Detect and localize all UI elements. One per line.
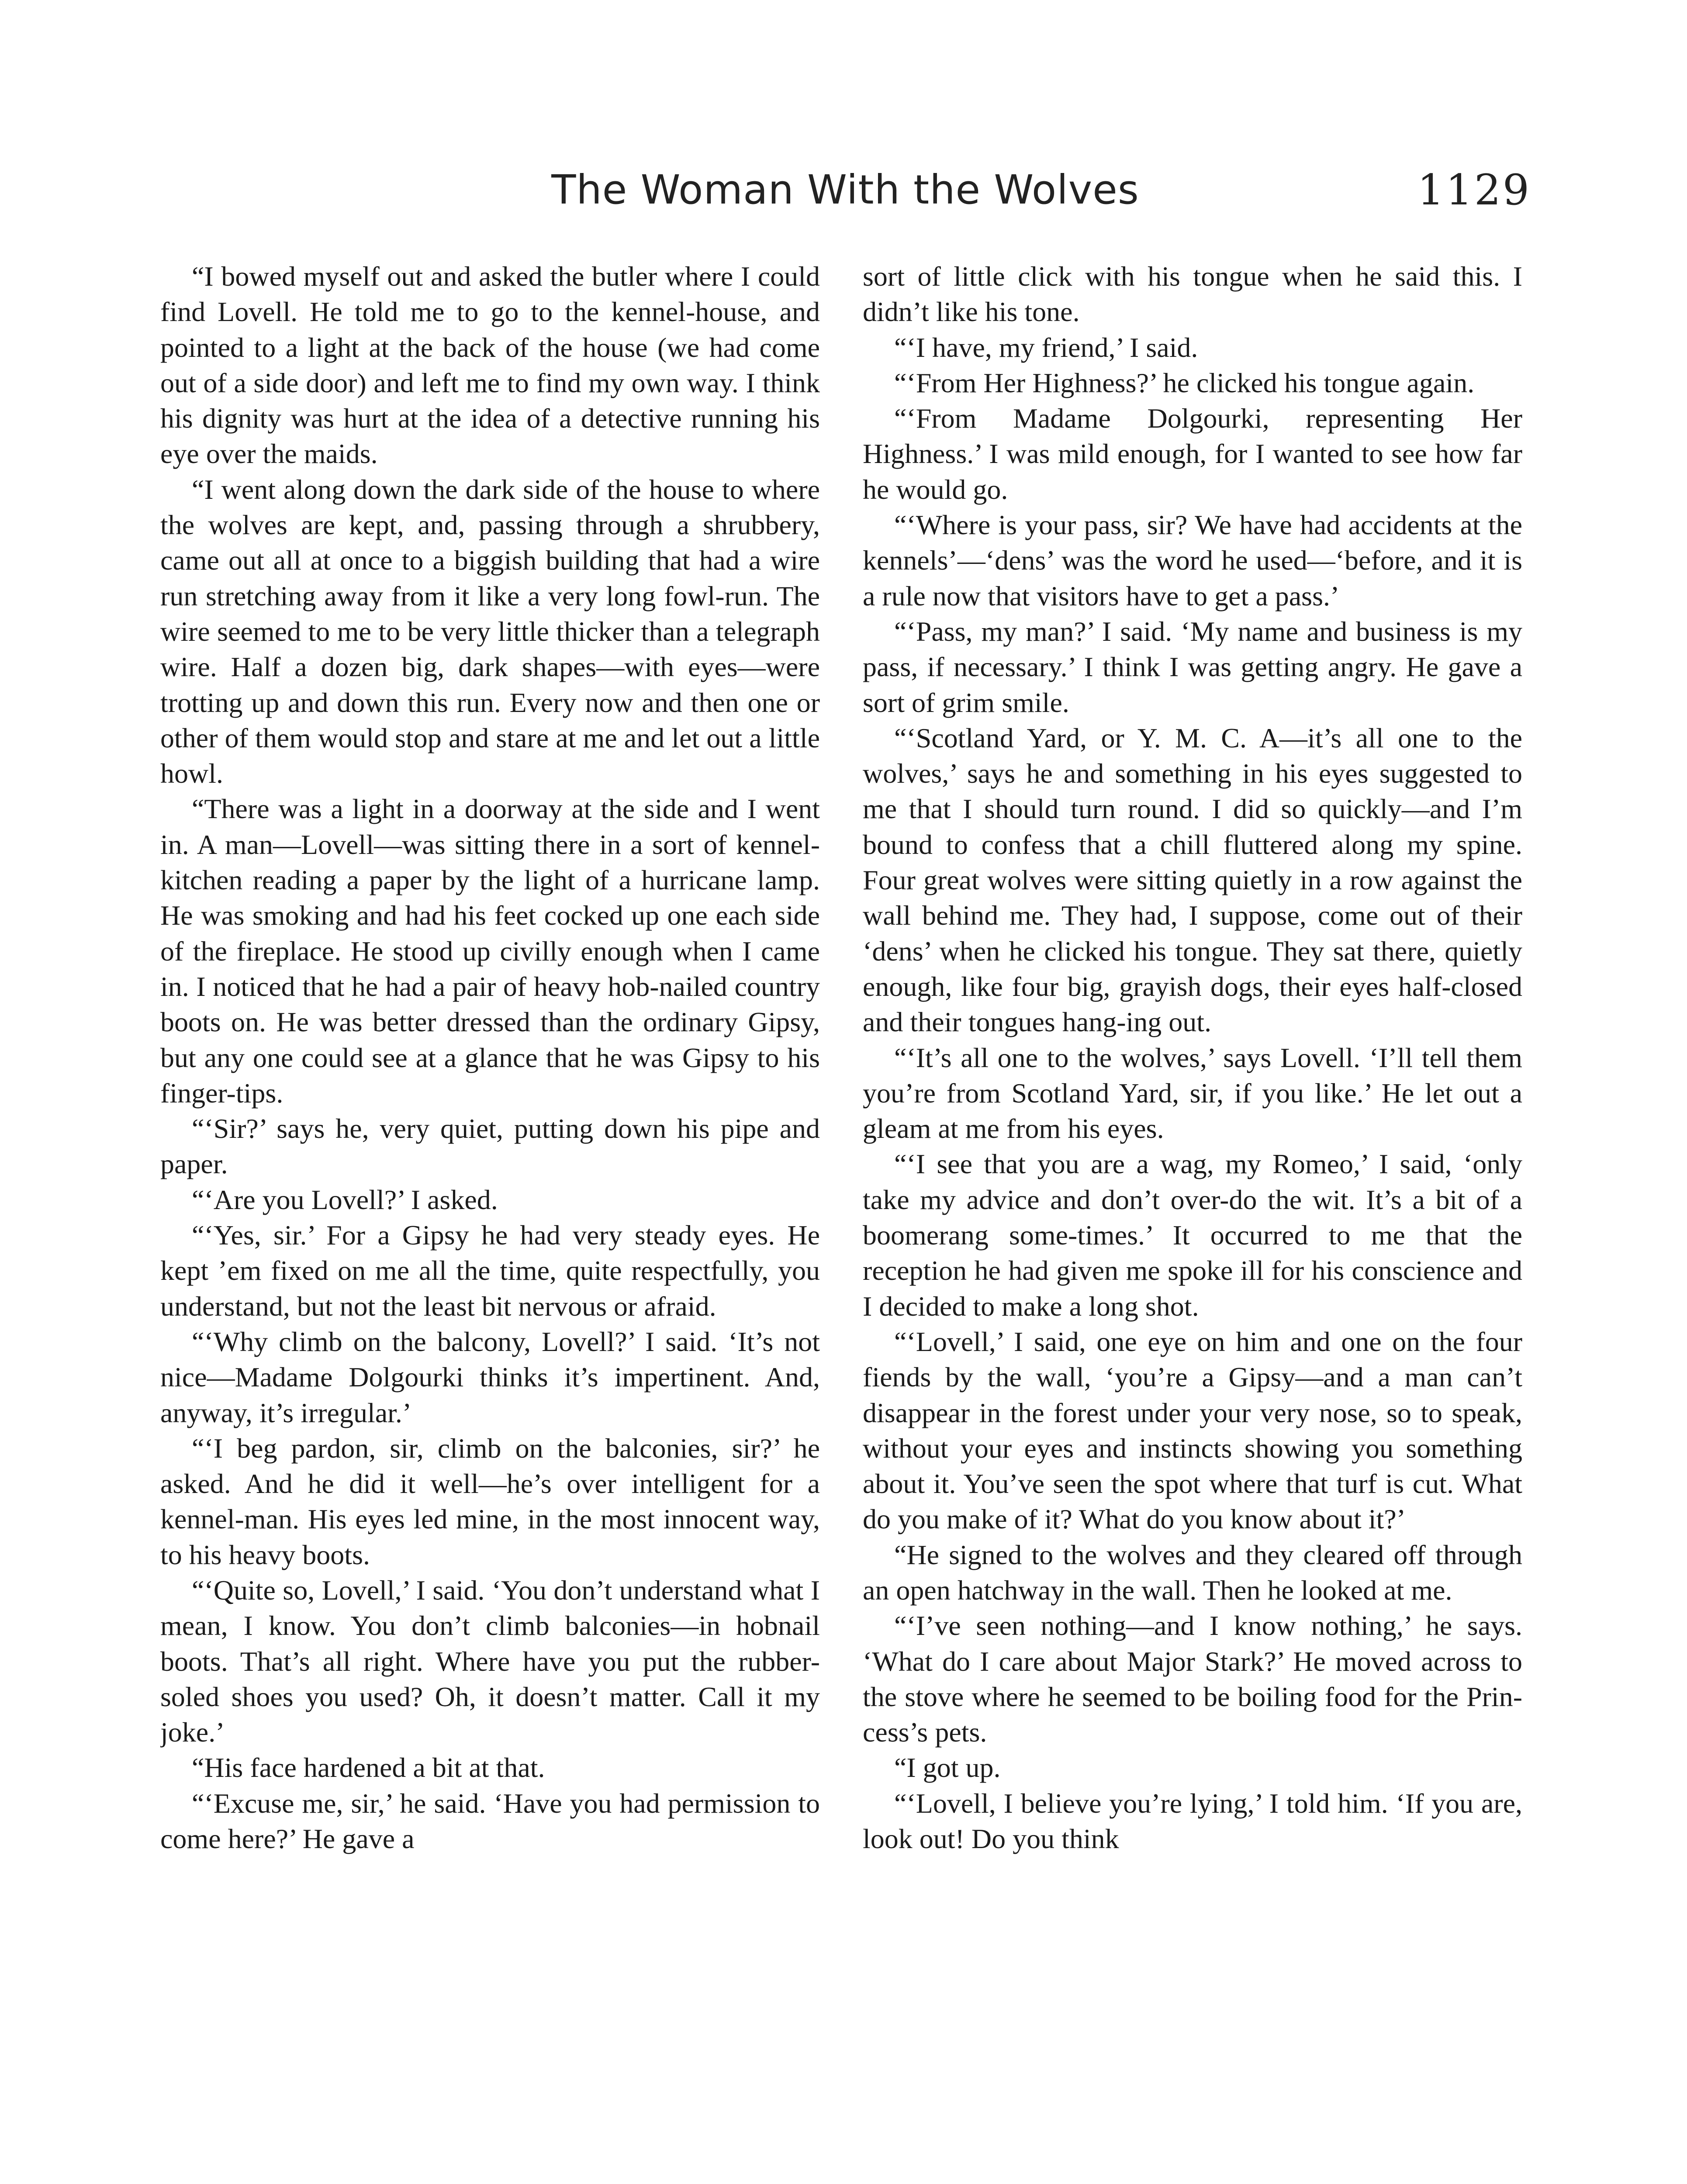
paragraph: “‘I’ve seen nothing—and I know nothing,’ he says. ‘What do I care about Major Stark?’ He moved across to the stove where he seemed to be boiling food for the Prin-cess’s pets. xyxy=(863,1610,1522,1748)
paragraph: “‘I see that you are a wag, my Romeo,’ I said, ‘only take my advice and don’t over-do the wit. It’s a bit of a boomerang some-times.’ It occurred to me that the reception he had given me spoke ill for his conscience and I decided to make a long shot. xyxy=(863,1148,1522,1322)
paragraph: “‘I beg pardon, sir, climb on the balconies, sir?’ he asked. And he did it well—he’s over intelligent for a kennel-man. His eyes led mine, in the most innocent way, to his heavy boots. xyxy=(160,1432,820,1570)
paragraph: “I bowed myself out and asked the butler where I could find Lovell. He told me to go to the kennel-house, and pointed to a light at the back of the house (we had come out of a side door) and left me to find my own way. I think his dignity was hurt at the idea of a detective running his eye over the maids. xyxy=(160,261,820,470)
paragraph: “I went along down the dark side of the house to where the wolves are kept, and, passing through a shrubbery, came out all at once to a biggish building that had a wire run stretching away from it like a very long fowl-run. The wire seemed to me to be very little thicker than a telegraph wire. Half a dozen big, dark shapes—with eyes—were trotting up and down this run. Every now and then one or other of them would stop and stare at me and let out a little howl. xyxy=(160,473,820,789)
paragraph: “His face hardened a bit at that. xyxy=(192,1752,545,1783)
running-title: The Woman With the Wolves xyxy=(551,166,1139,213)
paragraph: “He signed to the wolves and they cleared off through an open hatchway in the wall. Then he looked at me. xyxy=(863,1539,1522,1606)
paragraph: “‘Sir?’ says he, very quiet, putting down his pipe and paper. xyxy=(160,1113,820,1180)
running-head xyxy=(159,166,1531,227)
paragraph: “‘From Madame Dolgourki, representing Her Highness.’ I was mild enough, for I wanted to see how far he would go. xyxy=(863,403,1522,505)
paragraph: “‘Excuse me, sir,’ he said. ‘Have you had permission to come here?’ He gave a xyxy=(160,1787,820,1855)
paragraph: “There was a light in a doorway at the side and I went in. A man—Lovell—was sitting there in a sort of kennel-kitchen reading a paper by the light of a hurricane lamp. He was smoking and had his feet cocked up one each side of the fireplace. He stood up civilly enough when I came in. I noticed that he had a pair of heavy hob-nailed country boots on. He was better dressed than the ordinary Gipsy, but any one could see at a glance that he was Gipsy to his finger-tips. xyxy=(160,793,820,1109)
paragraph: “‘I have, my friend,’ I said. xyxy=(894,332,1198,363)
paragraph: “‘Why climb on the balcony, Lovell?’ I said. ‘It’s not nice—Madame Dolgourki thinks it’s impertinent. And, anyway, it’s irregular.’ xyxy=(160,1326,820,1428)
paragraph: “‘Are you Lovell?’ I asked. xyxy=(192,1184,498,1215)
paragraph-continued: sort of little click with his tongue when he said this. I didn’t like his tone. xyxy=(863,261,1522,328)
paragraph: “‘Where is your pass, sir? We have had accidents at the kennels’—‘dens’ was the word he used—‘before, and it is a rule now that visitors have to get a pass.’ xyxy=(863,509,1522,612)
page-number: 1129 xyxy=(1417,166,1531,214)
paragraph: “‘Quite so, Lovell,’ I said. ‘You don’t understand what I mean, I know. You don’t climb balconies—in hobnail boots. That’s all right. Where have you put the rubber-soled shoes you used? Oh, it doesn’t matter. Call it my joke.’ xyxy=(160,1574,820,1748)
paragraph: “‘Yes, sir.’ For a Gipsy he had very steady eyes. He kept ’em fixed on me all the time, quite respectfully, you understand, but not the least bit nervous or afraid. xyxy=(160,1220,820,1322)
paragraph: “‘Lovell, I believe you’re lying,’ I told him. ‘If you are, look out! Do you think xyxy=(863,1787,1522,1855)
right-column xyxy=(863,259,1522,2184)
paragraph: “‘Scotland Yard, or Y. M. C. A—it’s all one to the wolves,’ says he and something in his eyes suggested to me that I should turn round. I did so quickly—and I’m bound to confess that a chill fluttered along my spine. Four great wolves were sitting quietly in a row against the wall behind me. They had, I suppose, come out of their ‘dens’ when he clicked his tongue. They sat there, quietly enough, like four big, grayish dogs, their eyes half-closed and their tongues hang-ing out. xyxy=(863,722,1522,1038)
paragraph: “‘Pass, my man?’ I said. ‘My name and business is my pass, if necessary.’ I think I was getting angry. He gave a sort of grim smile. xyxy=(863,615,1522,718)
paragraph: “‘Lovell,’ I said, one eye on him and one on the four fiends by the wall, ‘you’re a Gipsy—and a man can’t disappear in the forest under your very nose, so to speak, without your eyes and instincts showing you something about it. You’ve seen the spot where that turf is cut. What do you make of it? What do you know about it?’ xyxy=(863,1326,1522,1535)
left-column xyxy=(160,259,820,2184)
paragraph: “‘It’s all one to the wolves,’ says Lovell. ‘I’ll tell them you’re from Scotland Yard, sir, if you like.’ He let out a gleam at me from his eyes. xyxy=(863,1042,1522,1144)
paragraph: “I got up. xyxy=(894,1752,1001,1783)
paragraph: “‘From Her Highness?’ he clicked his tongue again. xyxy=(894,367,1475,398)
